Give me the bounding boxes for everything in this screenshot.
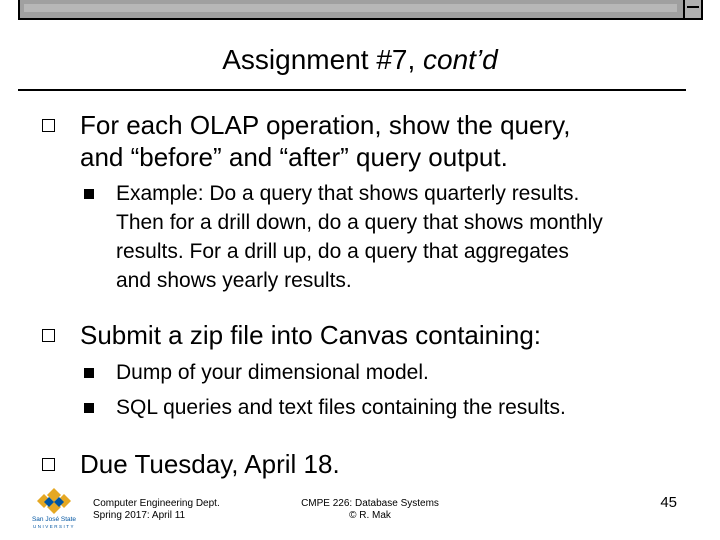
footer-left-line2: Spring 2017: April 11	[93, 510, 186, 521]
sub-example-line1: Example: Do a query that shows quarterly results.	[116, 182, 580, 205]
footer-left-line1: Computer Engineering Dept.	[93, 498, 220, 509]
sub-example-line2: Then for a drill down, do a query that shows monthly	[116, 211, 603, 234]
page-number: 45	[660, 494, 677, 511]
square-bullet-icon	[84, 403, 94, 413]
footer-course	[270, 498, 470, 522]
bullet-due: Due Tuesday, April 18.	[80, 449, 340, 479]
top-bar-end-box	[683, 0, 701, 18]
sub-zip-1: Dump of your dimensional model.	[116, 361, 429, 384]
sub-example-line4: and shows yearly results.	[116, 269, 352, 292]
hollow-square-bullet-icon	[42, 458, 55, 471]
logo-text-line1: San José State	[31, 516, 77, 523]
square-bullet-icon	[84, 368, 94, 378]
bullet-olap-line2: and “before” and “after” query output.	[80, 142, 508, 172]
title-rule	[18, 89, 686, 91]
slide-title	[0, 44, 720, 76]
sub-example-line3: results. For a drill up, do a query that aggregates	[116, 240, 569, 263]
bullet-zip: Submit a zip file into Canvas containing:	[80, 320, 542, 350]
top-decorative-bar	[18, 0, 703, 20]
footer-center-line2: © R. Mak	[349, 510, 391, 521]
hollow-square-bullet-icon	[42, 119, 55, 132]
bullet-olap-line1: For each OLAP operation, show the query,	[80, 110, 571, 140]
square-bullet-icon	[84, 189, 94, 199]
title-italic: cont’d	[423, 44, 498, 75]
top-bar-fill	[24, 4, 677, 12]
footer-dept	[93, 498, 220, 522]
hollow-square-bullet-icon	[42, 329, 55, 342]
title-main: Assignment #7,	[222, 44, 416, 75]
sub-zip-2: SQL queries and text files containing the results.	[116, 396, 566, 419]
footer-center-line1: CMPE 226: Database Systems	[301, 498, 439, 509]
logo-text-line2: UNIVERSITY	[32, 524, 76, 529]
sjsu-logo	[28, 486, 80, 530]
